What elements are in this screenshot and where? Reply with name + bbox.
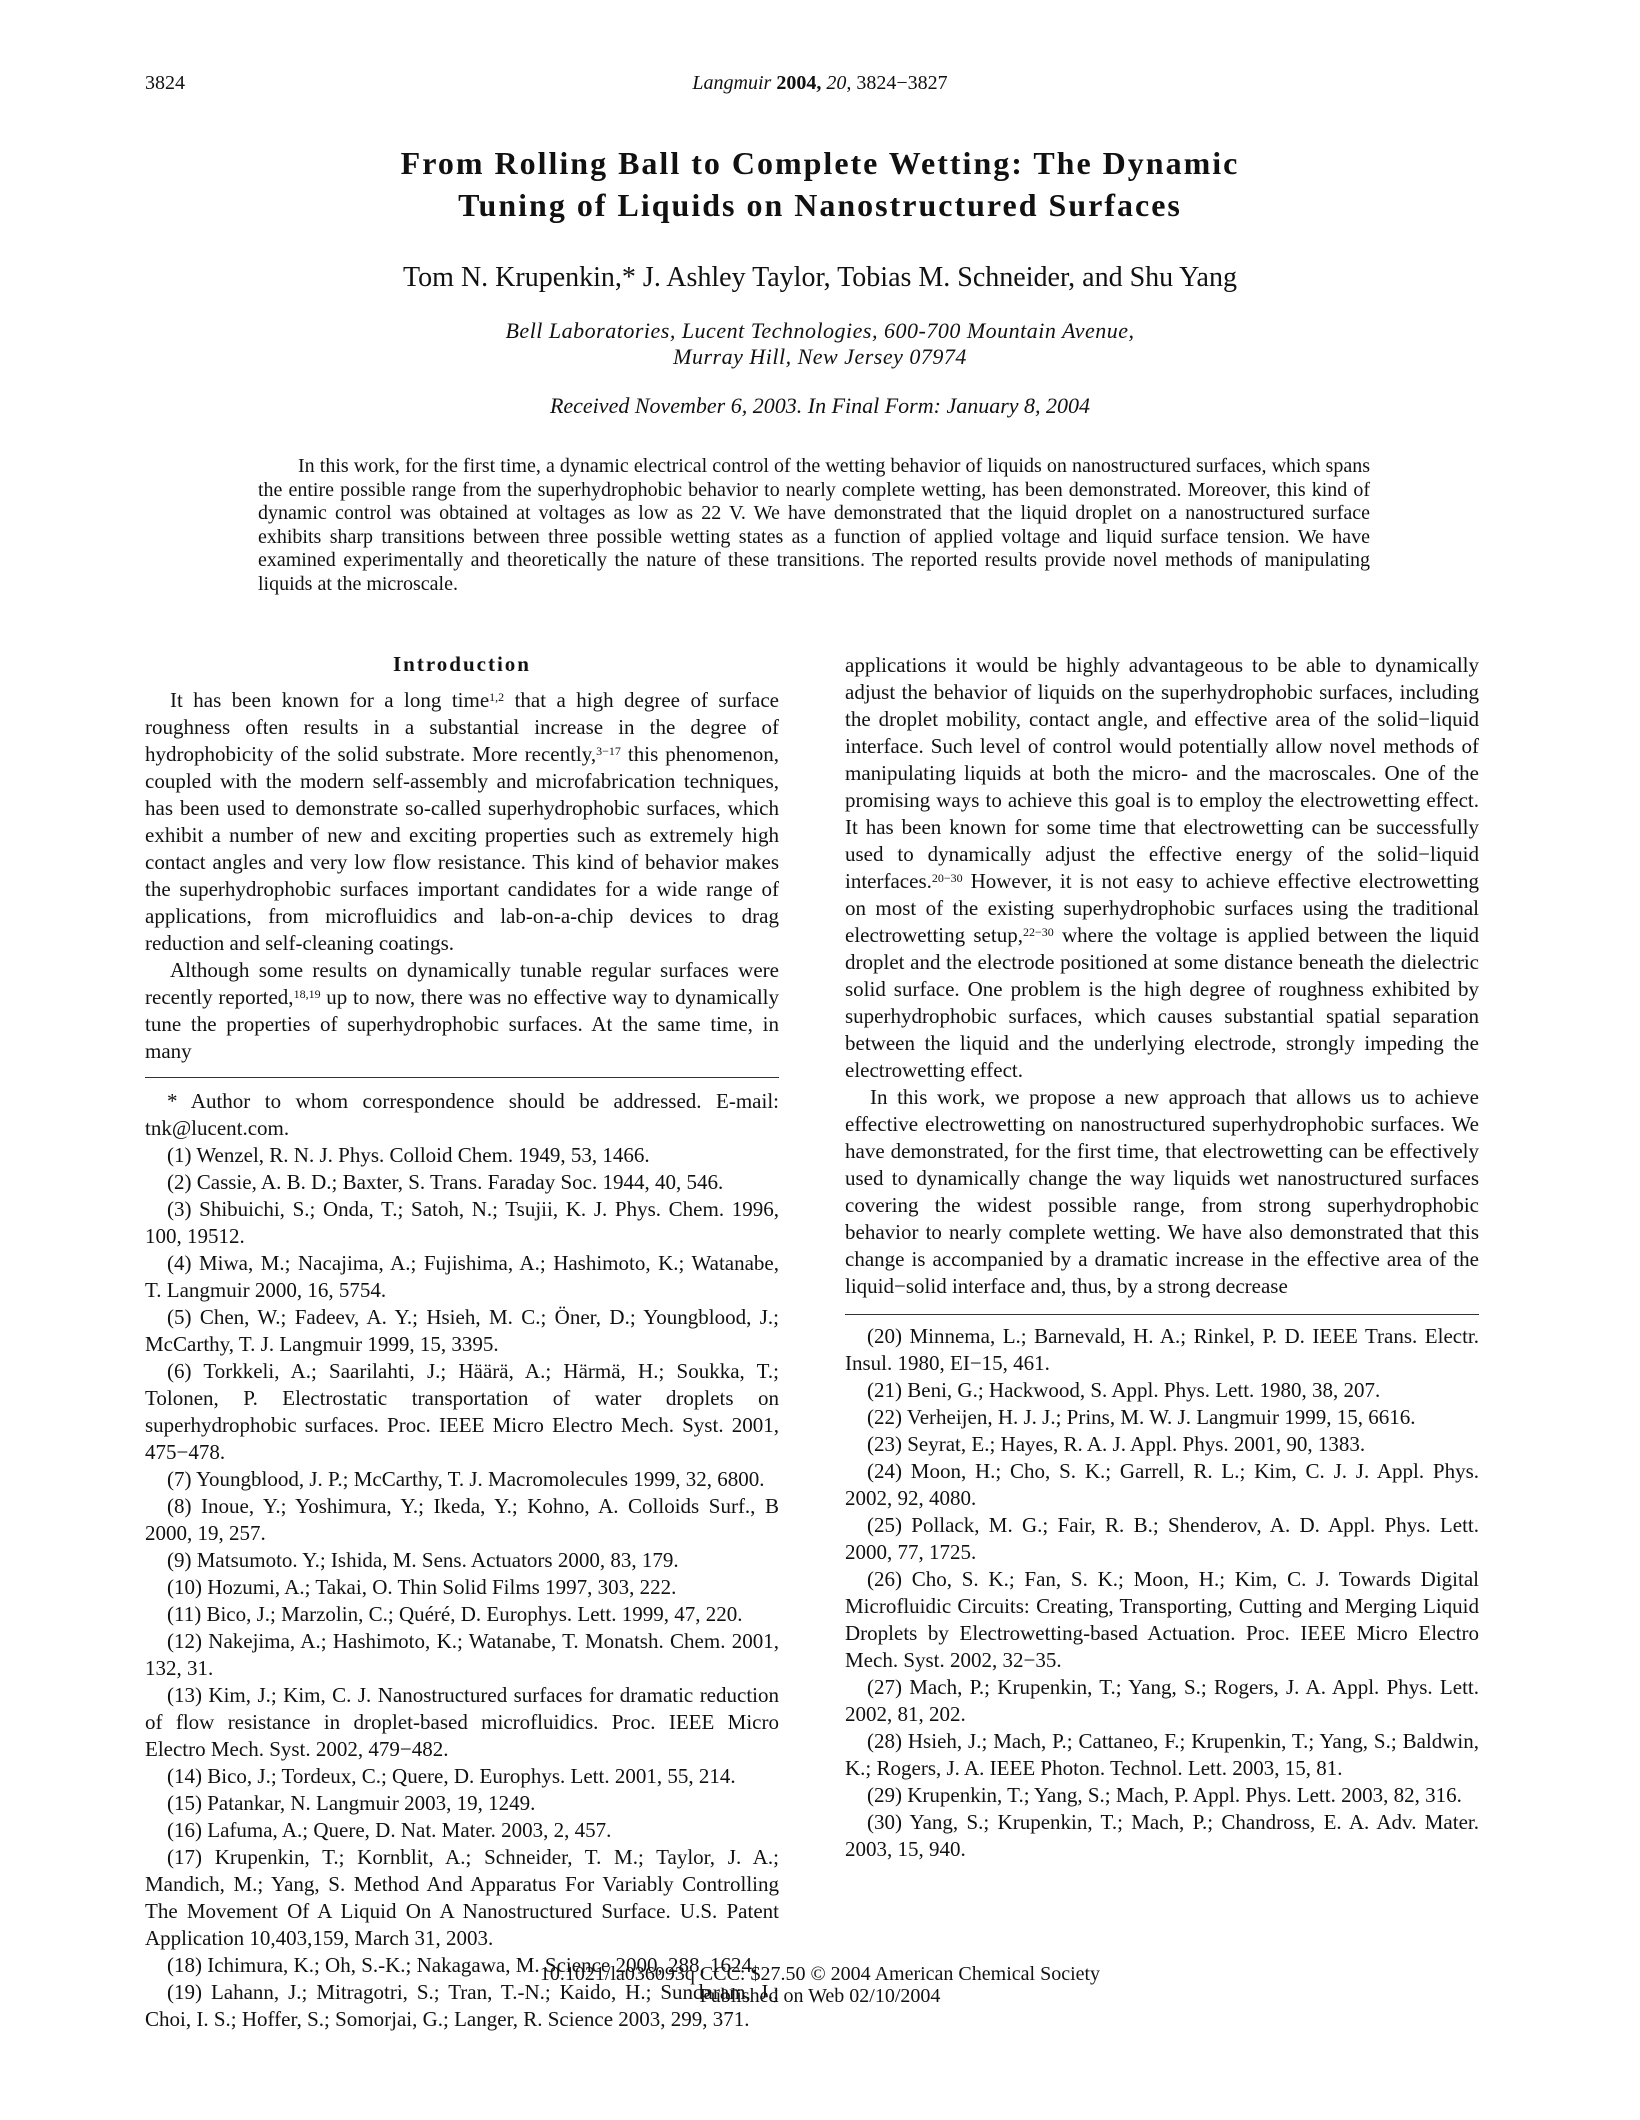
footnote-item: (19) Lahann, J.; Mitragotri, S.; Tran, T.-N.; Kaido, H.; Sundaram, J.; Choi, I. S.; Hoffer, S.; Somorjai, G.; Langer, R. Science 2003, 299, 371.	[145, 1980, 779, 2031]
footnote-divider	[145, 1077, 779, 1078]
text-run: However, it is not easy to achieve effective electrowetting on most of the existing superhydrophobic surfaces using the traditional electrowetting setup,	[845, 869, 1479, 947]
published-date: Published on Web 02/10/2004	[699, 1985, 941, 2007]
footnote-item: (10) Hozumi, A.; Takai, O. Thin Solid Films 1997, 303, 222.	[167, 1575, 677, 1599]
abstract: In this work, for the first time, a dynamic electrical control of the wetting behavior of liquids on nanostructured surfaces, which spans the entire possible range from the superhydrophobic behavior to nearly complete wetting, has been demonstrated. Moreover, this kind of dynamic control was obtained at voltages as low as 22 V. We have demonstrated that the liquid droplet on a nanostructured surface exhibits sharp transitions between three possible wetting states as a function of applied voltage and liquid surface tension. We have examined experimentally and theoretically the nature of these transitions. The reported results provide novel methods of manipulating liquids at the microscale.	[258, 455, 1370, 595]
footnote-item: (18) Ichimura, K.; Oh, S.-K.; Nakagawa, M. Science 2000, 288, 1624.	[167, 1953, 758, 1977]
footnote-item: (8) Inoue, Y.; Yoshimura, Y.; Ikeda, Y.; Kohno, A. Colloids Surf., B 2000, 19, 257.	[145, 1494, 779, 1545]
citation-ref: 18,19	[293, 987, 321, 1001]
title-line-1: From Rolling Ball to Complete Wetting: The Dynamic	[400, 145, 1240, 181]
page-number: 3824	[145, 72, 185, 94]
intro-paragraph-1	[145, 687, 779, 957]
received-dates: Received November 6, 2003. In Final Form: January 8, 2004	[549, 393, 1091, 418]
journal-name: Langmuir	[692, 72, 772, 94]
footnote-item: (17) Krupenkin, T.; Kornblit, A.; Schneider, T. M.; Taylor, J. A.; Mandich, M.; Yang, S. Method And Apparatus For Variably Controlling The Movement Of A Liquid On A Nanostructured Surface. U.S. Patent Application 10,403,159, March 31, 2003.	[145, 1845, 779, 1950]
footnote-item: (25) Pollack, M. G.; Fair, R. B.; Shenderov, A. D. Appl. Phys. Lett. 2000, 77, 1725.	[845, 1513, 1479, 1564]
footnote-item: (14) Bico, J.; Tordeux, C.; Quere, D. Europhys. Lett. 2001, 55, 214.	[167, 1764, 736, 1788]
footnotes-left	[145, 1088, 779, 2033]
citation-ref: 20−30	[931, 871, 963, 885]
footnote-item: (29) Krupenkin, T.; Yang, S.; Mach, P. Appl. Phys. Lett. 2003, 82, 316.	[867, 1783, 1462, 1807]
footnote-item: (9) Matsumoto. Y.; Ishida, M. Sens. Actuators 2000, 83, 179.	[167, 1548, 679, 1572]
article-title	[0, 142, 1640, 226]
footnote-item: (3) Shibuichi, S.; Onda, T.; Satoh, N.; Tsujii, K. J. Phys. Chem. 1996, 100, 19512.	[145, 1197, 779, 1248]
footnote-item: (6) Torkkeli, A.; Saarilahti, J.; Häärä, A.; Härmä, H.; Soukka, T.; Tolonen, P. Electrostatic transportation of water droplets on superhydrophobic surfaces. Proc. IEEE Micro Electro Mech. Syst. 2001, 475−478.	[145, 1359, 779, 1464]
text-run: this phenomenon, coupled with the modern self-assembly and microfabrication techniques, has been used to demonstrate so-called superhydrophobic surfaces, which exhibit a number of new and exciting properties such as extremely high contact angles and very low flow resistance. This kind of behavior makes the superhydrophobic surfaces important candidates for a wide range of applications, from microfluidics and lab-on-a-chip devices to drag reduction and self-cleaning coatings.	[145, 742, 779, 955]
text-run: up to now, there was no effective way to dynamically tune the properties of superhydrophobic surfaces. At the same time, in many	[145, 985, 779, 1063]
section-heading-introduction: Introduction	[393, 652, 531, 676]
footnote-item: (4) Miwa, M.; Nacajima, A.; Fujishima, A.; Hashimoto, K.; Watanabe, T. Langmuir 2000, 16, 5754.	[145, 1251, 779, 1302]
footnote-item: (20) Minnema, L.; Barnevald, H. A.; Rinkel, P. D. IEEE Trans. Electr. Insul. 1980, EI−15, 461.	[845, 1324, 1479, 1375]
footnote-item: (7) Youngblood, J. P.; McCarthy, T. J. Macromolecules 1999, 32, 6800.	[167, 1467, 765, 1491]
text-run: that a high degree of surface roughness often results in a substantial increase in the degree of hydrophobicity of the solid substrate. More recently,	[145, 688, 779, 766]
footnote-item: (22) Verheijen, H. J. J.; Prins, M. W. J. Langmuir 1999, 15, 6616.	[867, 1405, 1416, 1429]
intro-paragraph-2	[145, 957, 779, 1065]
journal-volume: 20,	[826, 72, 852, 94]
footnotes-right	[845, 1323, 1479, 1863]
footnote-item: (21) Beni, G.; Hackwood, S. Appl. Phys. Lett. 1980, 38, 207.	[867, 1378, 1381, 1402]
text-run: Although some results on dynamically tunable regular surfaces were recently reported,	[145, 958, 779, 1009]
footnote-item: (26) Cho, S. K.; Fan, S. K.; Moon, H.; Kim, C. J. Towards Digital Microfluidic Circuits: Creating, Transporting, Cutting and Merging Liquid Droplets by Electrowetting-based Actuation. Proc. IEEE Micro Electro Mech. Syst. 2002, 32−35.	[845, 1567, 1479, 1672]
footnote-item: (5) Chen, W.; Fadeev, A. Y.; Hsieh, M. C.; Öner, D.; Youngblood, J.; McCarthy, T. J. Langmuir 1999, 15, 3395.	[145, 1305, 779, 1356]
footnote-item: (15) Patankar, N. Langmuir 2003, 19, 1249.	[167, 1791, 536, 1815]
journal-pages: 3824−3827	[856, 72, 948, 94]
intro-paragraph-3	[845, 652, 1479, 1084]
page-footer	[0, 1963, 1640, 2007]
footnote-item: (28) Hsieh, J.; Mach, P.; Cattaneo, F.; Krupenkin, T.; Yang, S.; Baldwin, K.; Rogers, J. A. IEEE Photon. Technol. Lett. 2003, 15, 81.	[845, 1729, 1479, 1780]
citation-ref: 3−17	[596, 744, 621, 758]
affiliation-line-2: Murray Hill, New Jersey 07974	[673, 344, 967, 369]
footnote-divider	[845, 1314, 1479, 1315]
journal-citation	[0, 72, 1640, 95]
citation-ref: 22−30	[1022, 925, 1054, 939]
footnote-item: (1) Wenzel, R. N. J. Phys. Colloid Chem. 1949, 53, 1466.	[167, 1143, 650, 1167]
journal-year: 2004,	[776, 72, 822, 94]
title-line-2: Tuning of Liquids on Nanostructured Surfaces	[458, 187, 1182, 223]
affiliation-line-1: Bell Laboratories, Lucent Technologies, 600-700 Mountain Avenue,	[505, 318, 1135, 343]
footnote-item: (23) Seyrat, E.; Hayes, R. A. J. Appl. Phys. 2001, 90, 1383.	[867, 1432, 1366, 1456]
doi-copyright: 10.1021/la036093q CCC: $27.50 © 2004 American Chemical Society	[539, 1963, 1101, 1985]
footnote-item: (13) Kim, J.; Kim, C. J. Nanostructured surfaces for dramatic reduction of flow resistance in droplet-based microfluidics. Proc. IEEE Micro Electro Mech. Syst. 2002, 479−482.	[145, 1683, 779, 1761]
footnote-item: (30) Yang, S.; Krupenkin, T.; Mach, P.; Chandross, E. A. Adv. Mater. 2003, 15, 940.	[845, 1810, 1479, 1861]
text-run: where the voltage is applied between the liquid droplet and the electrode positioned at some distance beneath the dielectric solid surface. One problem is the high degree of roughness exhibited by superhydrophobic surfaces, which causes substantial spatial separation between the liquid and the underlying electrode, strongly impeding the electrowetting effect.	[845, 923, 1479, 1082]
footnote-item: (2) Cassie, A. B. D.; Baxter, S. Trans. Faraday Soc. 1944, 40, 546.	[167, 1170, 724, 1194]
text-run: It has been known for a long time	[170, 688, 490, 712]
footnote-item: (12) Nakejima, A.; Hashimoto, K.; Watanabe, T. Monatsh. Chem. 2001, 132, 31.	[145, 1629, 779, 1680]
text-run: applications it would be highly advantageous to be able to dynamically adjust the behavior of liquids on the superhydrophobic surfaces, including the droplet mobility, contact angle, and effective area of the solid−liquid interface. Such level of control would potentially allow novel methods of manipulating liquids at both the micro- and the macroscales. One of the promising ways to achieve this goal is to employ the electrowetting effect. It has been known for some time that electrowetting can be successfully used to dynamically adjust the effective energy of the solid−liquid interfaces.	[845, 653, 1479, 893]
citation-ref: 1,2	[489, 690, 505, 704]
footnote-item: (11) Bico, J.; Marzolin, C.; Quéré, D. Europhys. Lett. 1999, 47, 220.	[167, 1602, 743, 1626]
footnote-item: (24) Moon, H.; Cho, S. K.; Garrell, R. L.; Kim, C. J. J. Appl. Phys. 2002, 92, 4080.	[845, 1459, 1479, 1510]
intro-paragraph-4: In this work, we propose a new approach that allows us to achieve effective electrowetting on nanostructured superhydrophobic surfaces. We have demonstrated, for the first time, that electrowetting can be effectively used to dynamically change the way liquids wet nanostructured surfaces covering the widest possible range, from strong superhydrophobic behavior to nearly complete wetting. We have also demonstrated that this change is accompanied by a dramatic increase in the effective area of the liquid−solid interface and, thus, by a strong decrease	[845, 1085, 1479, 1298]
left-column	[145, 652, 779, 2033]
right-column	[845, 652, 1479, 1863]
authors: Tom N. Krupenkin,* J. Ashley Taylor, Tobias M. Schneider, and Shu Yang	[403, 262, 1237, 293]
footnote-item: * Author to whom correspondence should be addressed. E-mail: tnk@lucent.com.	[145, 1089, 779, 1140]
footnote-item: (27) Mach, P.; Krupenkin, T.; Yang, S.; Rogers, J. A. Appl. Phys. Lett. 2002, 81, 202.	[845, 1675, 1479, 1726]
footnote-item: (16) Lafuma, A.; Quere, D. Nat. Mater. 2003, 2, 457.	[167, 1818, 612, 1842]
affiliation	[0, 318, 1640, 370]
